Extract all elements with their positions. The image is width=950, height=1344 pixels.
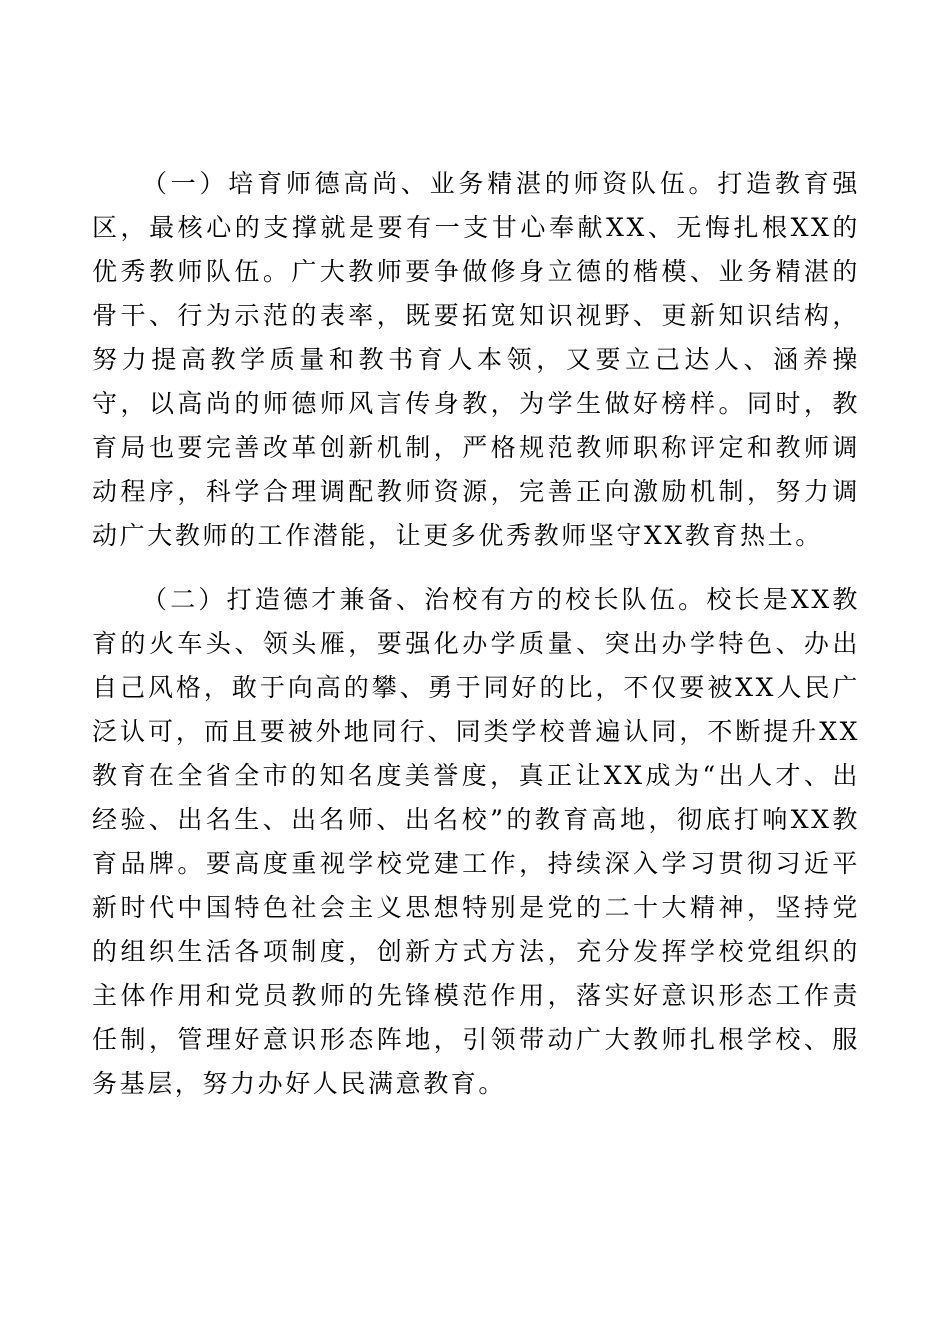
paragraph-principal-team: （二）打造德才兼备、治校有方的校长队伍。校长是XX教育的火车头、领头雁，要强化办学质量、突出办学特色、办出自己风格，敢于向高的攀、勇于同好的比，不仅要被XX人民广泛认可，而且要被外地同行、同类学校普遍认同，不断提升XX教育在全省全市的知名度美誉度，真正让XX成为“出人才、出经验、出名生、出名师、出名校”的教育高地，彻底打响XX教育品牌。要高度重视学校党建工作，持续深入学习贯彻习近平新时代中国特色社会主义思想特别是党的二十大精神，坚持党的组织生活各项制度，创新方式方法，充分发挥学校党组织的主体作用和党员教师的先锋模范作用，落实好意识形态工作责任制，管理好意识形态阵地，引领带动广大教师扎根学校、服务基层，努力办好人民满意教育。 [92,585,860,1098]
paragraph-teacher-team: （一）培育师德高尚、业务精湛的师资队伍。打造教育强区，最核心的支撑就是要有一支甘心奉献XX、无悔扎根XX的优秀教师队伍。广大教师要争做修身立德的楷模、业务精湛的骨干、行为示范的表率，既要拓宽知识视野、更新知识结构，努力提高教学质量和教书育人本领，又要立己达人、涵养操守，以高尚的师德师风言传身教，为学生做好榜样。同时，教育局也要完善改革创新机制，严格规范教师职称评定和教师调动程序，科学合理调配教师资源，完善正向激励机制，努力调动广大教师的工作潜能，让更多优秀教师坚守XX教育热土。 [92,169,860,550]
document-body [92,162,860,1106]
